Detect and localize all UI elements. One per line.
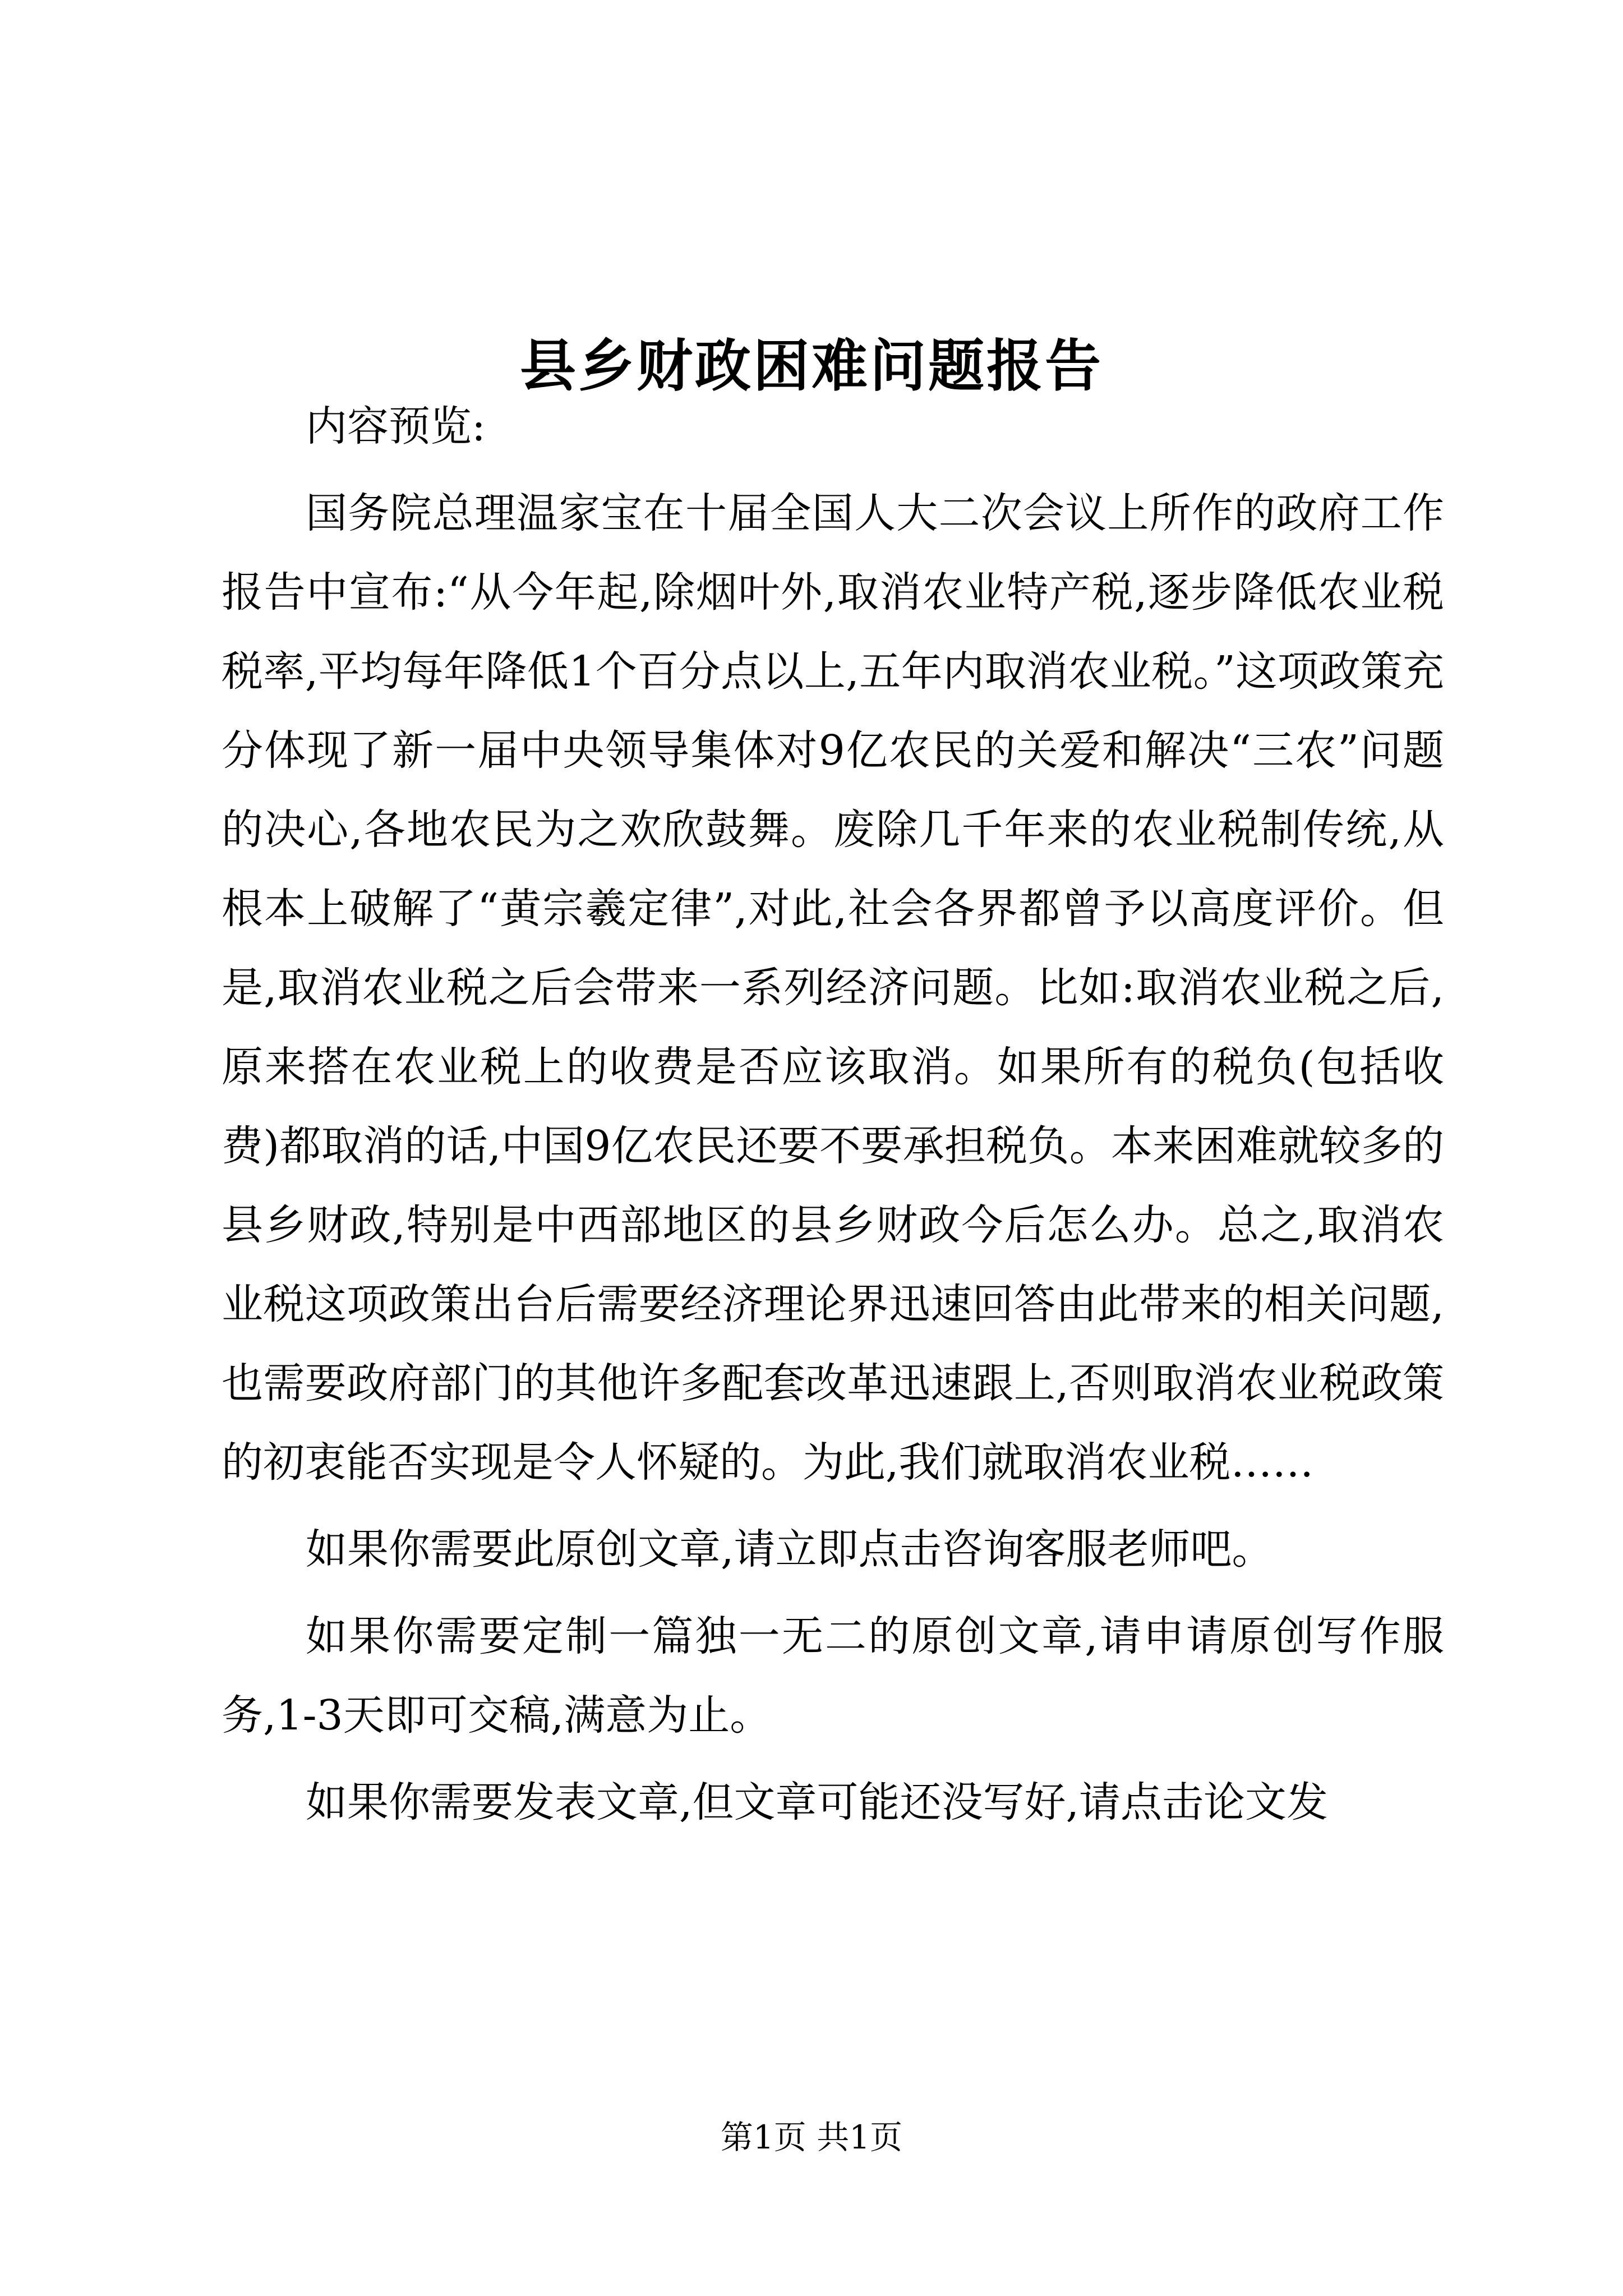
document-body xyxy=(222,387,1444,1842)
preview-label: 内容预览: xyxy=(306,402,486,450)
page-number-footer: 第1页 共1页 xyxy=(720,2118,903,2156)
consult-paragraph: 如果你需要此原创文章,请立即点击咨询客服老师吧。 xyxy=(306,1525,1274,1573)
preview-paragraph: 国务院总理温家宝在十届全国人大二次会议上所作的政府工作报告中宣布:“从今年起,除烟叶外,取消农业特产税,逐步降低农业税税率,平均每年降低1个百分点以上,五年内取消农业税。”这项政策充分体现了新一届中央领导集体对9亿农民的关爱和解决“三农”问题的决心,各地农民为之欢欣鼓舞。废除几千年来的农业税制传统,从根本上破解了“黄宗羲定律”,对此,社会各界都曾予以高度评价。但是,取消农业税之后会带来一系列经济问题。比如:取消农业税之后,原来搭在农业税上的收费是否应该取消。如果所有的税负(包括收费)都取消的话,中国9亿农民还要不要承担税负。本来困难就较多的县乡财政,特别是中西部地区的县乡财政今后怎么办。总之,取消农业税这项政策出台后需要经济理论界迅速回答由此带来的相关问题,也需要政府部门的其他许多配套改革迅速跟上,否则取消农业税政策的初衷能否实现是令人怀疑的。为此,我们就取消农业税…… xyxy=(222,489,1444,1487)
custom-writing-paragraph: 如果你需要定制一篇独一无二的原创文章,请申请原创写作服务,1-3天即可交稿,满意为止。 xyxy=(222,1612,1444,1740)
publish-paragraph: 如果你需要发表文章,但文章可能还没写好,请点击论文发 xyxy=(306,1778,1329,1826)
document-title: 县乡财政困难问题报告 xyxy=(520,333,1103,399)
